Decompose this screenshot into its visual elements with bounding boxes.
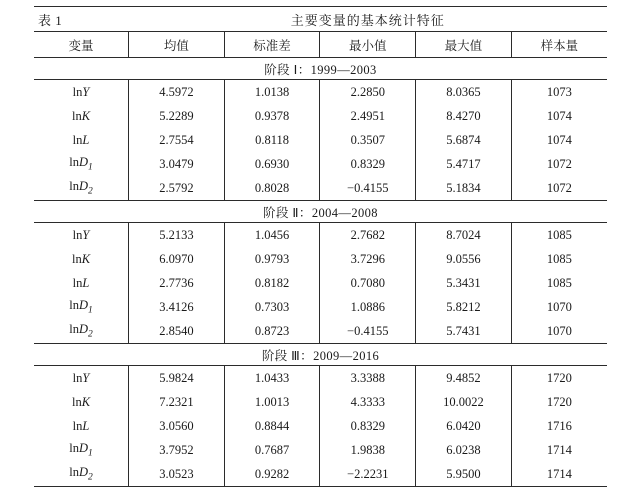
std-dev-value: 0.6930 [224,152,320,176]
min-value: −0.4155 [320,176,416,201]
max-value: 5.7431 [416,319,512,344]
std-dev-value: 0.7303 [224,295,320,319]
table-row [34,366,607,391]
min-value: 3.7296 [320,247,416,271]
min-value: −2.2231 [320,462,416,487]
table-row [34,152,607,176]
stage-label: 阶段 Ⅱ：2004—2008 [34,201,607,223]
variable-name: lnY [34,366,129,391]
table-row [34,223,607,248]
mean-value: 2.7554 [129,128,225,152]
min-value: 0.3507 [320,128,416,152]
mean-value: 2.5792 [129,176,225,201]
sample-size-value: 1074 [511,128,607,152]
stage-header-row [34,58,607,80]
table-row [34,414,607,438]
variable-name: lnD$_2$ [34,319,129,344]
column-header: 变量 [34,32,129,58]
table-row [34,319,607,344]
variable-name: lnL [34,414,129,438]
sample-size-value: 1085 [511,223,607,248]
max-value: 8.7024 [416,223,512,248]
mean-value: 3.0560 [129,414,225,438]
sample-size-value: 1085 [511,247,607,271]
std-dev-value: 1.0456 [224,223,320,248]
mean-value: 7.2321 [129,390,225,414]
max-value: 6.0238 [416,438,512,462]
table-title-row [34,7,607,32]
min-value: 0.7080 [320,271,416,295]
mean-value: 5.2289 [129,104,225,128]
std-dev-value: 0.9378 [224,104,320,128]
max-value: 5.4717 [416,152,512,176]
mean-value: 2.8540 [129,319,225,344]
std-dev-value: 0.9793 [224,247,320,271]
max-value: 10.0022 [416,390,512,414]
table-row [34,128,607,152]
column-header: 均值 [129,32,225,58]
variable-name: lnD$_1$ [34,152,129,176]
variable-name: lnD$_2$ [34,176,129,201]
variable-name: lnY [34,223,129,248]
mean-value: 6.0970 [129,247,225,271]
statistics-table [34,6,607,487]
mean-value: 5.9824 [129,366,225,391]
table-label: 表 1 [34,7,129,32]
variable-name: lnY [34,80,129,105]
mean-value: 3.7952 [129,438,225,462]
column-header: 最大值 [416,32,512,58]
mean-value: 3.0479 [129,152,225,176]
sample-size-value: 1716 [511,414,607,438]
sample-size-value: 1073 [511,80,607,105]
min-value: 0.8329 [320,152,416,176]
variable-name: lnK [34,390,129,414]
min-value: 2.2850 [320,80,416,105]
std-dev-value: 0.8844 [224,414,320,438]
column-header: 标准差 [224,32,320,58]
min-value: 2.7682 [320,223,416,248]
min-value: 1.0886 [320,295,416,319]
std-dev-value: 0.8028 [224,176,320,201]
min-value: 0.8329 [320,414,416,438]
stage-header-row [34,344,607,366]
sample-size-value: 1714 [511,438,607,462]
table-row [34,390,607,414]
std-dev-value: 1.0433 [224,366,320,391]
column-header: 最小值 [320,32,416,58]
std-dev-value: 0.9282 [224,462,320,487]
max-value: 5.9500 [416,462,512,487]
table-header-row [34,32,607,58]
variable-name: lnD$_1$ [34,295,129,319]
sample-size-value: 1714 [511,462,607,487]
max-value: 5.6874 [416,128,512,152]
min-value: 3.3388 [320,366,416,391]
variable-name: lnL [34,271,129,295]
sample-size-value: 1072 [511,176,607,201]
column-header: 样本量 [511,32,607,58]
variable-name: lnL [34,128,129,152]
variable-name: lnK [34,247,129,271]
min-value: −0.4155 [320,319,416,344]
sample-size-value: 1720 [511,390,607,414]
std-dev-value: 0.8182 [224,271,320,295]
variable-name: lnD$_1$ [34,438,129,462]
table-row [34,295,607,319]
min-value: 2.4951 [320,104,416,128]
sample-size-value: 1085 [511,271,607,295]
stage-header-row [34,201,607,223]
table-row [34,271,607,295]
mean-value: 3.0523 [129,462,225,487]
variable-name: lnD$_2$ [34,462,129,487]
std-dev-value: 0.8723 [224,319,320,344]
max-value: 5.1834 [416,176,512,201]
mean-value: 4.5972 [129,80,225,105]
table-row [34,438,607,462]
max-value: 5.3431 [416,271,512,295]
page-title: 主要变量的基本统计特征 [129,7,607,32]
sample-size-value: 1072 [511,152,607,176]
mean-value: 2.7736 [129,271,225,295]
variable-name: lnK [34,104,129,128]
std-dev-value: 1.0013 [224,390,320,414]
table-row [34,247,607,271]
stage-label: 阶段 Ⅰ：1999—2003 [34,58,607,80]
table-row [34,462,607,487]
sample-size-value: 1070 [511,319,607,344]
max-value: 6.0420 [416,414,512,438]
max-value: 5.8212 [416,295,512,319]
mean-value: 5.2133 [129,223,225,248]
table-row [34,80,607,105]
std-dev-value: 0.8118 [224,128,320,152]
sample-size-value: 1720 [511,366,607,391]
std-dev-value: 1.0138 [224,80,320,105]
std-dev-value: 0.7687 [224,438,320,462]
max-value: 8.0365 [416,80,512,105]
table-row [34,176,607,201]
stage-label: 阶段 Ⅲ：2009—2016 [34,344,607,366]
mean-value: 3.4126 [129,295,225,319]
max-value: 9.4852 [416,366,512,391]
sample-size-value: 1070 [511,295,607,319]
table-row [34,104,607,128]
sample-size-value: 1074 [511,104,607,128]
max-value: 8.4270 [416,104,512,128]
max-value: 9.0556 [416,247,512,271]
min-value: 1.9838 [320,438,416,462]
min-value: 4.3333 [320,390,416,414]
